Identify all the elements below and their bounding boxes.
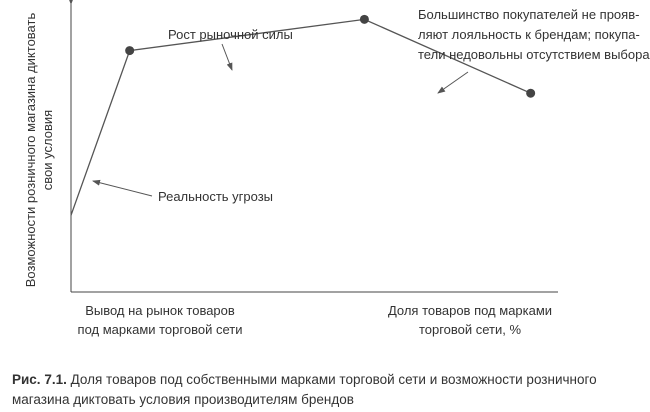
data-point xyxy=(125,46,134,55)
caption-text: Доля товаров под собственными марками торговой сети и возможности розничного магазина диктовать условия производителям брендов xyxy=(12,372,597,407)
annotation-arrow xyxy=(222,44,232,70)
annotation-arrow xyxy=(438,72,468,93)
annotation-text: Большинство покупателей не прояв-ляют лояльность к брендам; покупа-тели недовольны отсутствием выбора xyxy=(418,7,650,62)
series-layer xyxy=(71,15,535,215)
annotation-text: Реальность угрозы xyxy=(158,189,274,204)
annotation-layer xyxy=(93,7,650,204)
data-point xyxy=(360,15,369,24)
data-point xyxy=(526,89,535,98)
caption-label: Рис. 7.1. xyxy=(12,372,67,387)
figure-caption xyxy=(12,370,642,410)
x-start-label: Вывод на рынок товаров под марками торговой сети xyxy=(77,303,243,337)
annotation-arrow xyxy=(93,181,152,196)
x-end-label: Доля товаров под марками торговой сети, % xyxy=(387,303,553,337)
y-axis-label: Возможности розничного магазина диктовать свои условия xyxy=(23,12,55,288)
annotation-text: Рост рыночной силы xyxy=(168,27,293,42)
